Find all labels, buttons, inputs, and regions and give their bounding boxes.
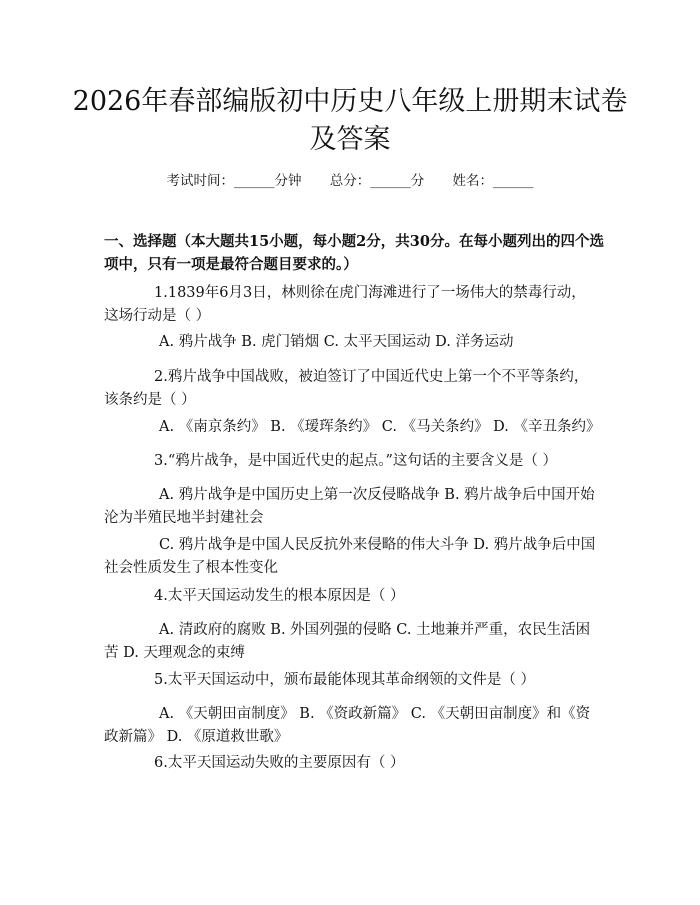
question-text: 太平天国运动中，颁布最能体现其革命纲领的文件是（ ） [167, 672, 535, 688]
question-options: A. 《天朝田亩制度》 B. 《资政新篇》 C. 《天朝田亩制度》和《资政新篇》 D. 《原道救世歌》 [104, 706, 591, 745]
question-stem [104, 450, 598, 473]
question-options: A. 《南京条约》 B. 《瑷珲条约》 C. 《马关条约》 D. 《辛丑条约》 [159, 419, 601, 435]
question-options: C. 鸦片战争是中国人民反抗外来侵略的伟大斗争 D. 鸦片战争后中国社会性质发生了根本性变化 [104, 537, 596, 576]
question-text: 1839年6月3日，林则徐在虎门海滩进行了一场伟大的禁毒行动，这场行动是（ ） [104, 285, 586, 324]
question-stem [104, 282, 598, 328]
student-name-field: 姓名：______ [452, 173, 534, 189]
question-stem [104, 669, 598, 692]
question-stem [104, 585, 598, 608]
page-title: 2026年春部编版初中历史八年级上册期末试卷及答案 [72, 86, 628, 155]
question-options: A. 鸦片战争 B. 虎门销烟 C. 太平天国运动 D. 洋务运动 [159, 334, 514, 350]
question-text: 鸦片战争中国战败，被迫签订了中国近代史上第一个不平等条约，该条约是（ ） [104, 369, 589, 408]
question-text: “鸦片战争，是中国近代史的起点。”这句话的主要含义是（ ） [167, 453, 558, 469]
question-options: A. 清政府的腐败 B. 外国列强的侵略 C. 土地兼并严重，农民生活困苦 D. 天理观念的束缚 [104, 622, 591, 661]
question-number: 6. [154, 755, 168, 771]
question-number: 1. [154, 285, 168, 301]
question-stem [104, 366, 598, 412]
exam-time: 考试时间：______分钟 [166, 173, 302, 189]
question-number: 2. [154, 369, 168, 385]
question-text: 太平天国运动发生的根本原因是（ ） [167, 588, 405, 604]
question-number: 5. [154, 672, 168, 688]
exam-meta [0, 169, 700, 189]
question-text: 太平天国运动失败的主要原因有（ ） [167, 755, 405, 771]
section-heading: 一、选择题（本大题共15小题，每小题2分，共30分。在每小题列出的四个选项中，只有一项是最符合题目要求的。） [104, 233, 604, 273]
question-stem [104, 752, 598, 775]
question-options: A. 鸦片战争是中国历史上第一次反侵略战争 B. 鸦片战争后中国开始沦为半殖民地半封建社会 [104, 487, 595, 526]
question-number: 4. [154, 588, 168, 604]
exam-total-score: 总分：______分 [329, 173, 425, 189]
question-number: 3. [154, 453, 168, 469]
